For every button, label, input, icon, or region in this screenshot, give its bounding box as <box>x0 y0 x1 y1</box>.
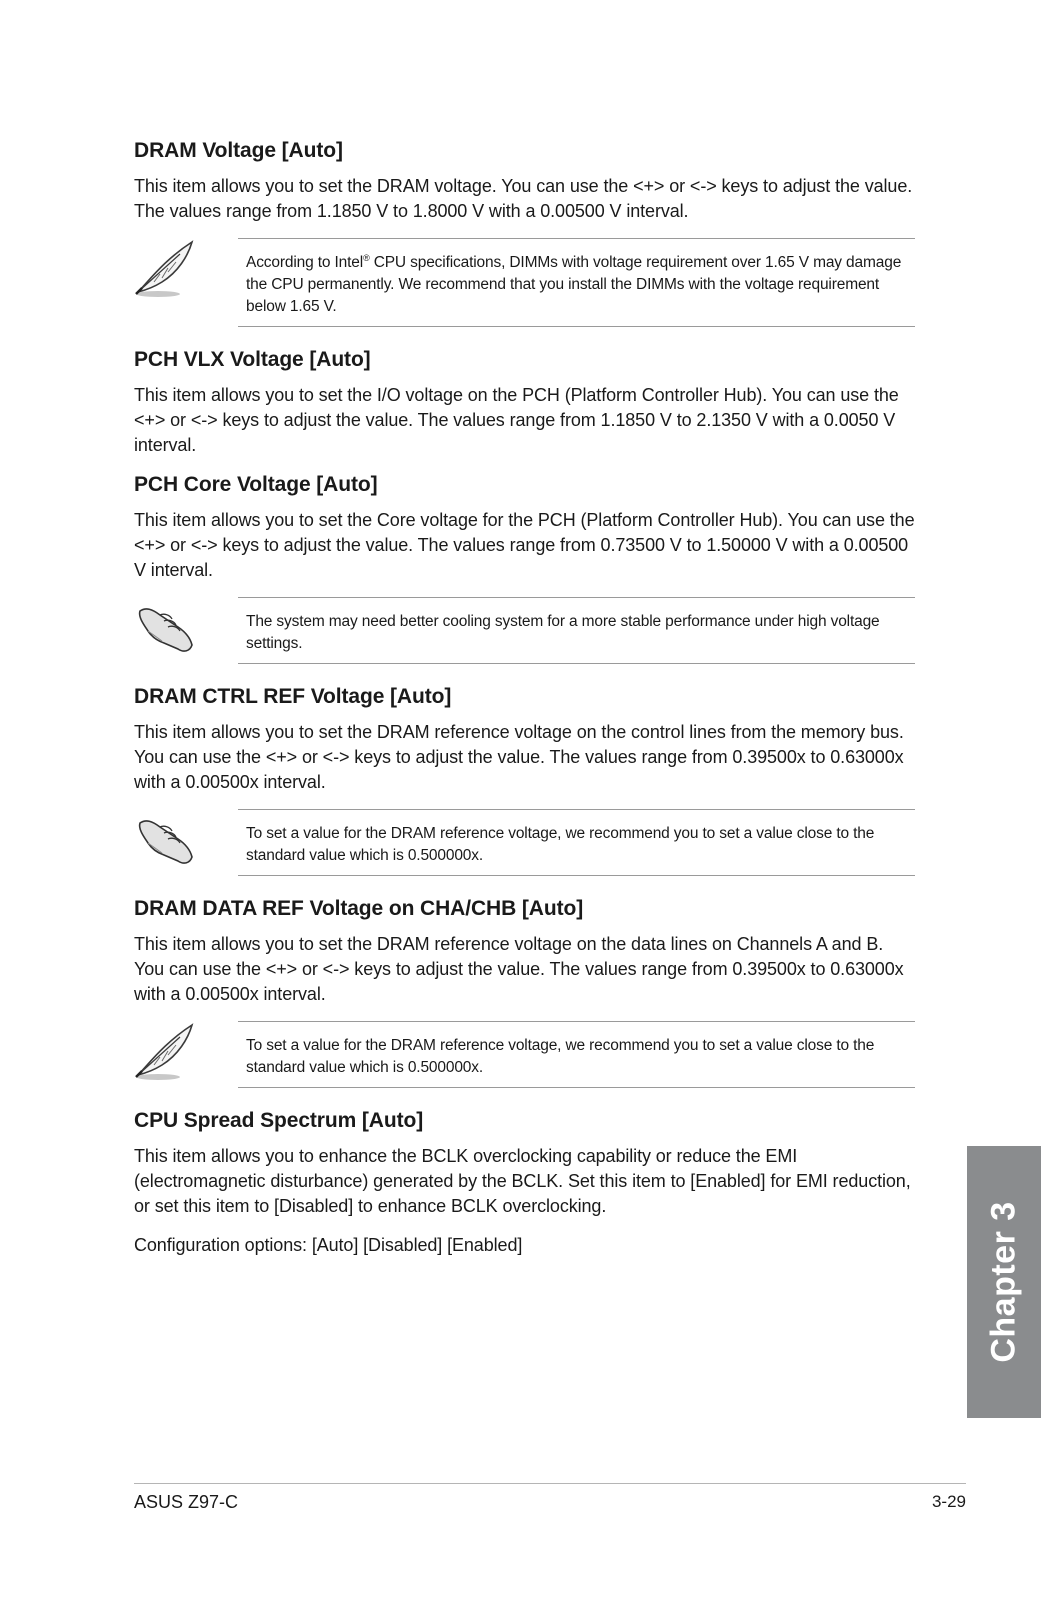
section-body: This item allows you to set the DRAM voltage. You can use the <+> or <-> keys to adjust the value. The values range from 1.1850 V to 1.8000 V with a 0.00500 V interval. <box>134 176 913 221</box>
section-heading: DRAM CTRL REF Voltage [Auto] <box>134 685 452 708</box>
note-block <box>134 809 915 876</box>
section-heading: CPU Spread Spectrum [Auto] <box>134 1109 424 1132</box>
note-text: To set a value for the DRAM reference voltage, we recommend you to set a value close to the standard value which is 0.500000x. <box>238 1021 915 1088</box>
pointing-hand-icon <box>134 809 196 871</box>
section-body: This item allows you to set the Core voltage for the PCH (Platform Controller Hub). You can use the <+> or <-> keys to adjust the value. The values range from 0.73500 V to 1.50000 V with a 0.00500 V interval. <box>134 510 915 580</box>
section-heading: PCH Core Voltage [Auto] <box>134 473 378 496</box>
section-body: This item allows you to set the DRAM reference voltage on the control lines from the memory bus. You can use the <+> or <-> keys to adjust the value. The values range from 0.39500x to 0.63000x with a 0.00500x interval. <box>134 722 904 792</box>
section-body: This item allows you to enhance the BCLK overclocking capability or reduce the EMI (electromagnetic disturbance) generated by the BCLK. Set this item to [Enabled] for EMI reduction, or set this item to [Disabled] to enhance BCLK overclocking. <box>134 1146 911 1216</box>
quill-pen-icon <box>134 238 196 300</box>
chapter-tab <box>967 1146 1041 1418</box>
section-body: This item allows you to set the I/O voltage on the PCH (Platform Controller Hub). You can use the <+> or <-> keys to adjust the value. The values range from 1.1850 V to 2.1350 V with a 0.0050 V interval. <box>134 385 899 455</box>
note-block <box>134 597 915 664</box>
section-heading: PCH VLX Voltage [Auto] <box>134 348 371 371</box>
section-heading: DRAM DATA REF Voltage on CHA/CHB [Auto] <box>134 897 584 920</box>
quill-pen-icon <box>134 1021 196 1083</box>
page-content <box>134 138 915 1272</box>
note-text: According to Intel® CPU specifications, DIMMs with voltage requirement over 1.65 V may damage the CPU permanently. We recommend that you install the DIMMs with the voltage requirement below 1.65 V. <box>238 238 915 327</box>
note-text: The system may need better cooling system for a more stable performance under high voltage settings. <box>238 597 915 664</box>
section-heading: DRAM Voltage [Auto] <box>134 139 343 162</box>
note-block <box>134 238 915 327</box>
configuration-options: Configuration options: [Auto] [Disabled] [Enabled] <box>134 1235 523 1255</box>
pointing-hand-icon <box>134 597 196 659</box>
section-body: This item allows you to set the DRAM reference voltage on the data lines on Channels A and B. You can use the <+> or <-> keys to adjust the value. The values range from 0.39500x to 0.63000x with a 0.00500x interval. <box>134 934 904 1004</box>
footer-divider <box>134 1483 966 1484</box>
note-block <box>134 1021 915 1088</box>
footer-page-number: 3-29 <box>931 1492 966 1511</box>
chapter-tab-label: Chapter 3 <box>984 1201 1023 1363</box>
footer-product-name: ASUS Z97-C <box>134 1492 239 1512</box>
registered-mark: ® <box>363 252 370 263</box>
note-text: To set a value for the DRAM reference voltage, we recommend you to set a value close to the standard value which is 0.500000x. <box>238 809 915 876</box>
